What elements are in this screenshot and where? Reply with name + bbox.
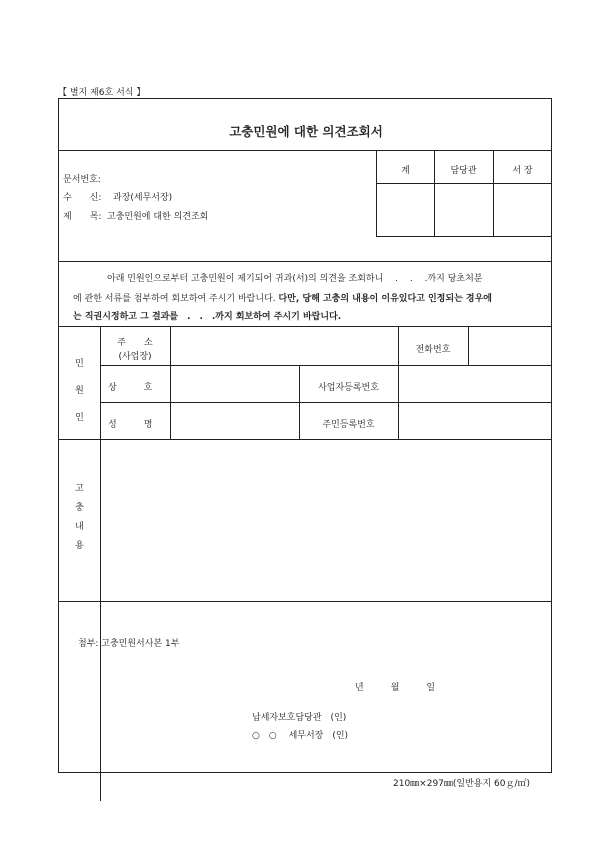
approval-box [376,150,552,237]
petitioner-side-label: 민 원 인 [75,359,84,423]
approval-col-director: 서 장 [512,166,533,176]
header-divider [59,261,551,262]
approval-col-staff: 계 [401,166,410,176]
body-line-1: 아래 민원인으로부터 고충민원이 제기되어 귀과(서)의 의견을 조회하니 . . .까지 당초처분 [107,274,483,284]
body-divider [59,326,551,327]
subject-label: 제 목: [63,212,102,222]
doc-number-label: 문서번호: [63,175,101,185]
body-line-3: 는 직권시정하고 그 결과를 . . .까지 회보하여 주시기 바랍니다. [73,312,342,322]
signer-protection-officer: 납세자보호담당관 (인) [252,713,347,723]
attachment-note: 첨부: 고충민원서사본 1부 [78,639,180,649]
address-sublabel: (사업장) [118,352,152,362]
signer-tax-office-director: ○ ○ 세무서장 (인) [252,731,349,741]
date-line: 년 월 일 [355,683,436,693]
side-label-column-border [100,326,101,801]
body-line-2: 에 관한 서류를 첨부하여 회보하여 주시기 바랍니다. [73,294,276,304]
phone-label: 전화번호 [415,345,451,355]
resident-reg-label: 주민등록번호 [322,420,375,430]
body-line-2-emphasis: 다만, 당해 고충의 내용이 이유있다고 인정되는 경우에 [278,294,492,304]
address-label: 주 소 [117,338,153,348]
grievance-side-label: 고 충 내 용 [75,484,84,551]
petitioner-divider [59,439,551,440]
recipient-label: 수 신: [63,193,102,203]
form-title: 고충민원에 대한 의견조회서 [229,124,383,139]
paper-spec: 210㎜×297㎜(일반용지 60ｇ/㎡) [393,779,531,789]
trade-name-label: 상 호 [108,383,153,393]
opinion-inquiry-form [58,98,552,773]
grievance-divider [59,601,551,602]
name-label: 성 명 [108,420,153,430]
approval-col-officer: 담당관 [450,166,477,176]
form-number-label: 【 별지 제6호 서식 】 [58,88,146,98]
business-reg-label: 사업자등록번호 [318,383,379,393]
recipient-value: 과장(세무서장) [113,193,173,203]
subject-value: 고충민원에 대한 의견조회 [107,212,209,222]
